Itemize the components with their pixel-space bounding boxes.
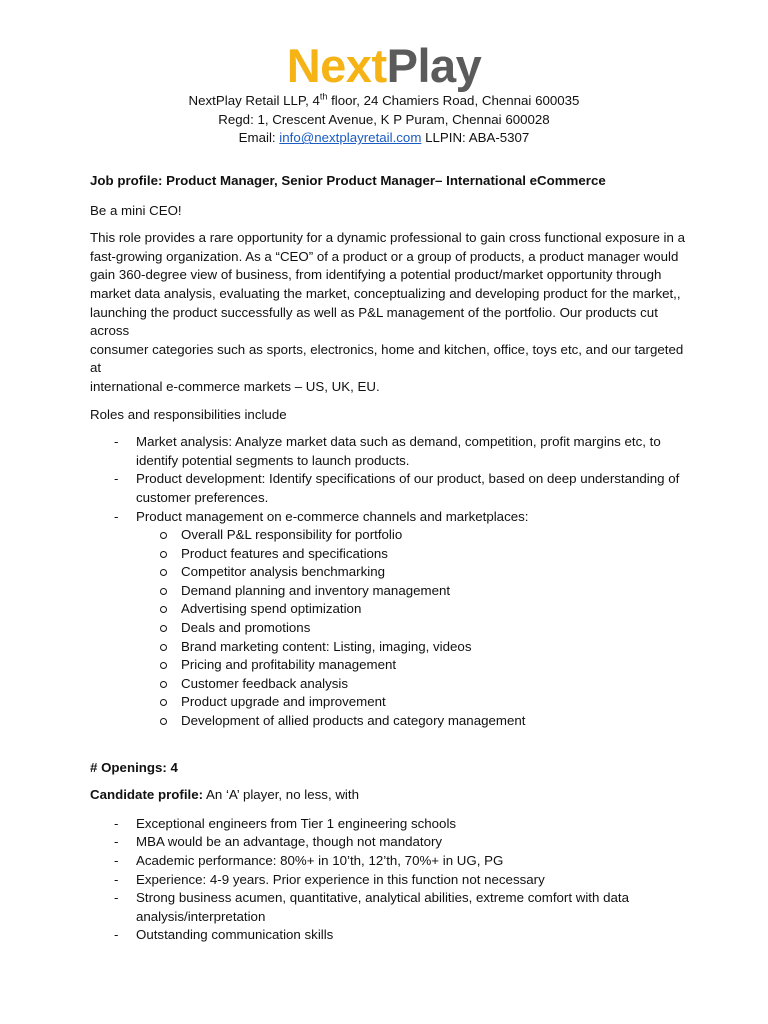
circle-bullet-icon: [160, 644, 167, 651]
intro-line: fast-growing organization. As a “CEO” of a product or a group of products, a product manager would: [90, 248, 679, 264]
sub-item: [136, 526, 690, 545]
sub-item-text: Product features and specifications: [181, 545, 388, 561]
intro-paragraph: [90, 229, 690, 396]
tagline: Be a mini CEO!: [90, 202, 182, 218]
candidate-item: [90, 852, 690, 871]
roles-heading: Roles and responsibilities include: [90, 406, 287, 422]
document-body: [90, 172, 690, 945]
product-management-sublist: [90, 526, 690, 731]
list-item-text: identify potential segments to launch products.: [136, 452, 410, 468]
candidate-item: [90, 926, 690, 945]
sub-item: [136, 600, 690, 619]
list-item-text: MBA would be an advantage, though not mandatory: [136, 834, 443, 850]
dash-bullet: -: [114, 834, 119, 850]
list-item-text: Market analysis: Analyze market data such as demand, competition, profit margins etc, to: [136, 434, 661, 450]
candidate-item: [90, 871, 690, 890]
candidate-requirements-list: [90, 815, 690, 945]
candidate-item: [90, 833, 690, 852]
sub-item-text: Brand marketing content: Listing, imaging, videos: [181, 638, 472, 654]
circle-bullet-icon: [160, 569, 167, 576]
list-item-text: Outstanding communication skills: [136, 927, 334, 943]
role-item: [90, 433, 690, 470]
circle-bullet-icon: [160, 699, 167, 706]
dash-bullet: -: [114, 434, 119, 450]
sub-item-text: Product upgrade and improvement: [181, 694, 386, 710]
sub-item: [136, 582, 690, 601]
sub-item-text: Demand planning and inventory management: [181, 582, 451, 598]
registered-address-line: Regd: 1, Crescent Avenue, K P Puram, Chennai 600028: [218, 111, 550, 127]
candidate-item: [90, 889, 690, 926]
list-item-text: Experience: 4-9 years. Prior experience in this function not necessary: [136, 871, 545, 887]
sub-item-text: Overall P&L responsibility for portfolio: [181, 527, 403, 543]
intro-line: market data analysis, evaluating the market, conceptualizing and developing product for the market,,: [90, 285, 681, 301]
sub-item: [136, 656, 690, 675]
dash-bullet: -: [114, 927, 119, 943]
list-item-text: Academic performance: 80%+ in 10’th, 12’th, 70%+ in UG, PG: [136, 853, 504, 868]
list-item-text: Exceptional engineers from Tier 1 engineering schools: [136, 815, 457, 831]
openings-count: # Openings: 4: [90, 759, 178, 775]
sub-item-text: Deals and promotions: [181, 620, 311, 636]
candidate-item: [90, 815, 690, 834]
circle-bullet-icon: [160, 718, 167, 725]
dash-bullet: -: [114, 815, 119, 831]
email-link[interactable]: info@nextplayretail.com: [279, 130, 422, 146]
candidate-profile: Candidate profile: An ‘A’ player, no less, with: [90, 787, 359, 803]
sub-item: [136, 619, 690, 638]
circle-bullet-icon: [160, 681, 167, 688]
company-header: [0, 92, 768, 148]
sub-item: [136, 675, 690, 694]
intro-line: gain 360-degree view of business, from identifying a potential product/market opportunity through: [90, 267, 662, 283]
circle-bullet-icon: [160, 606, 167, 613]
sub-item-text: Development of allied products and category management: [181, 713, 526, 729]
dash-bullet: -: [114, 853, 119, 868]
sub-item: [136, 563, 690, 582]
dash-bullet: -: [114, 890, 119, 906]
list-item-text: analysis/interpretation: [136, 908, 266, 924]
intro-line: This role provides a rare opportunity for a dynamic professional to gain cross functional exposure in a: [90, 230, 685, 246]
sub-item-text: Competitor analysis benchmarking: [181, 564, 385, 580]
intro-line: launching the product successfully as well as P&L management of the portfolio. Our products cut across: [90, 304, 658, 339]
roles-list: [90, 433, 690, 526]
intro-line: international e-commerce markets – US, UK, EU.: [90, 378, 380, 394]
sub-item-text: Pricing and profitability management: [181, 657, 397, 673]
intro-line: consumer categories such as sports, electronics, home and kitchen, office, toys etc, and our targeted at: [90, 341, 684, 376]
nextplay-logo: NextPlay: [286, 39, 482, 92]
dash-bullet: -: [114, 471, 119, 487]
job-profile-heading: Job profile: Product Manager, Senior Product Manager– International eCommerce: [90, 173, 606, 188]
address-line: NextPlay Retail LLP, 4th floor, 24 Chamiers Road, Chennai 600035: [188, 91, 580, 108]
list-item-text: customer preferences.: [136, 489, 269, 505]
sub-item: [136, 545, 690, 564]
circle-bullet-icon: [160, 588, 167, 595]
sub-item-text: Advertising spend optimization: [181, 601, 362, 617]
role-item: [90, 470, 690, 507]
circle-bullet-icon: [160, 551, 167, 558]
sub-item: [136, 693, 690, 712]
circle-bullet-icon: [160, 625, 167, 632]
dash-bullet: -: [114, 508, 119, 524]
circle-bullet-icon: [160, 532, 167, 539]
sub-item-text: Customer feedback analysis: [181, 675, 349, 691]
dash-bullet: -: [114, 871, 119, 887]
sub-item: [136, 638, 690, 657]
sub-item: [136, 712, 690, 731]
list-item-text: Strong business acumen, quantitative, analytical abilities, extreme comfort with data: [136, 890, 629, 906]
circle-bullet-icon: [160, 662, 167, 669]
role-item: [90, 508, 690, 527]
list-item-text: Product development: Identify specifications of our product, based on deep understanding of: [136, 471, 680, 487]
contact-line: Email: info@nextplayretail.com LLPIN: ABA-5307: [238, 130, 530, 146]
list-item-text: Product management on e-commerce channels and marketplaces:: [136, 508, 529, 524]
